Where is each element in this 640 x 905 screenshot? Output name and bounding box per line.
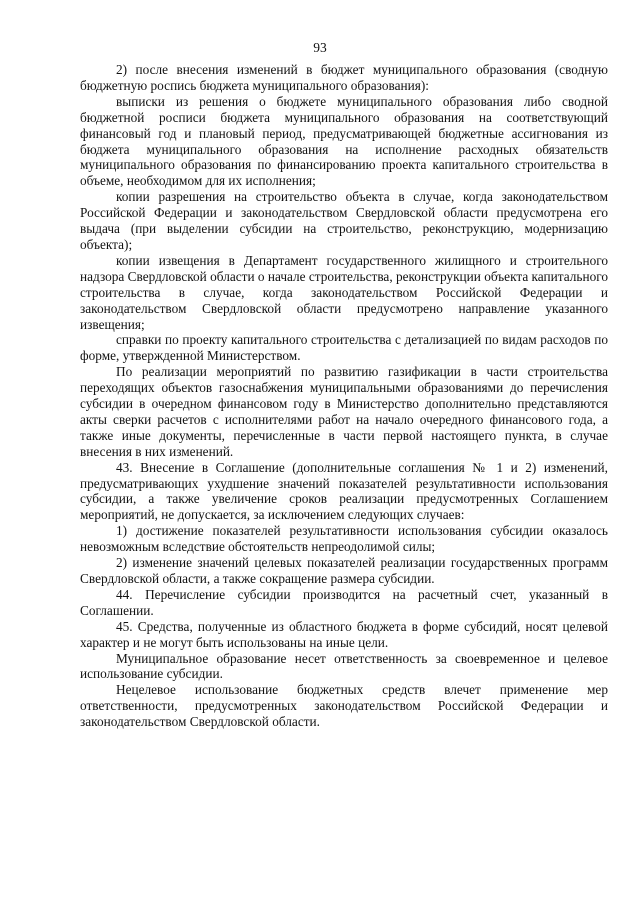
paragraph: 43. Внесение в Соглашение (дополнительные соглашения № 1 и 2) изменений, предусматривающих ухудшение значений показателей результативности использования субсидии, а также увеличение сроков реализации предусмотренных Соглашением мероприятий, не допускается, за исключением следующих случаев: [80,459,608,523]
page-number: 93 [313,40,327,55]
paragraph: 45. Средства, полученные из областного бюджета в форме субсидий, носят целевой характер и не могут быть использованы на иные цели. [80,618,608,650]
paragraph: 2) после внесения изменений в бюджет муниципального образования (сводную бюджетную роспись бюджета муниципального образования): [80,62,608,93]
paragraph: выписки из решения о бюджете муниципального образования либо сводной бюджетной росписи бюджета муниципального образования на соответствующий финансовый год и плановый период, предусматривающей бюджетные ассигнования из бюджета муниципального образования на исполнение расходных обязательств муниципального образования по финансированию проекта капитального строительства в объеме, необходимом для их исполнения; [80,93,608,189]
paragraph: Муниципальное образование несет ответственность за своевременное и целевое использование субсидии. [80,650,608,682]
paragraph: копии разрешения на строительство объекта в случае, когда законодательством Российской Федерации и законодательством Свердловской области предусмотрена его выдача (при выделении субсидии на строительство, реконструкцию, модернизацию объекта); [80,189,608,252]
document-body [80,62,608,730]
paragraph: Нецелевое использование бюджетных средств влечет применение мер ответственности, предусмотренных законодательством Российской Федерации и законодательством Свердловской области. [80,682,608,730]
paragraph: 1) достижение показателей результативности использования субсидии оказалось невозможным вследствие обстоятельств непреодолимой силы; [80,523,608,555]
paragraph: копии извещения в Департамент государственного жилищного и строительного надзора Свердловской области о начале строительства, реконструкции объекта капитального строительства в случае, когда законодательством Российской Федерации и законодательством Свердловской области предусмотрено направление указанного извещения; [80,252,608,332]
paragraph: По реализации мероприятий по развитию газификации в части строительства переходящих объектов газоснабжения муниципальными образованиями до перечисления субсидии в очередном финансовом году в Министерство дополнительно представляются акты сверки расчетов с исполнителями работ на начало очередного финансового года, а также иные документы, перечисленные в части первой настоящего пункта, в случае внесения в них изменений. [80,364,608,459]
paragraph: 2) изменение значений целевых показателей реализации государственных программ Свердловской области, а также сокращение размера субсидии. [80,555,608,586]
paragraph: 44. Перечисление субсидии производится на расчетный счет, указанный в Соглашении. [80,586,608,618]
paragraph: справки по проекту капитального строительства с детализацией по видам расходов по форме, утвержденной Министерством. [80,332,608,364]
